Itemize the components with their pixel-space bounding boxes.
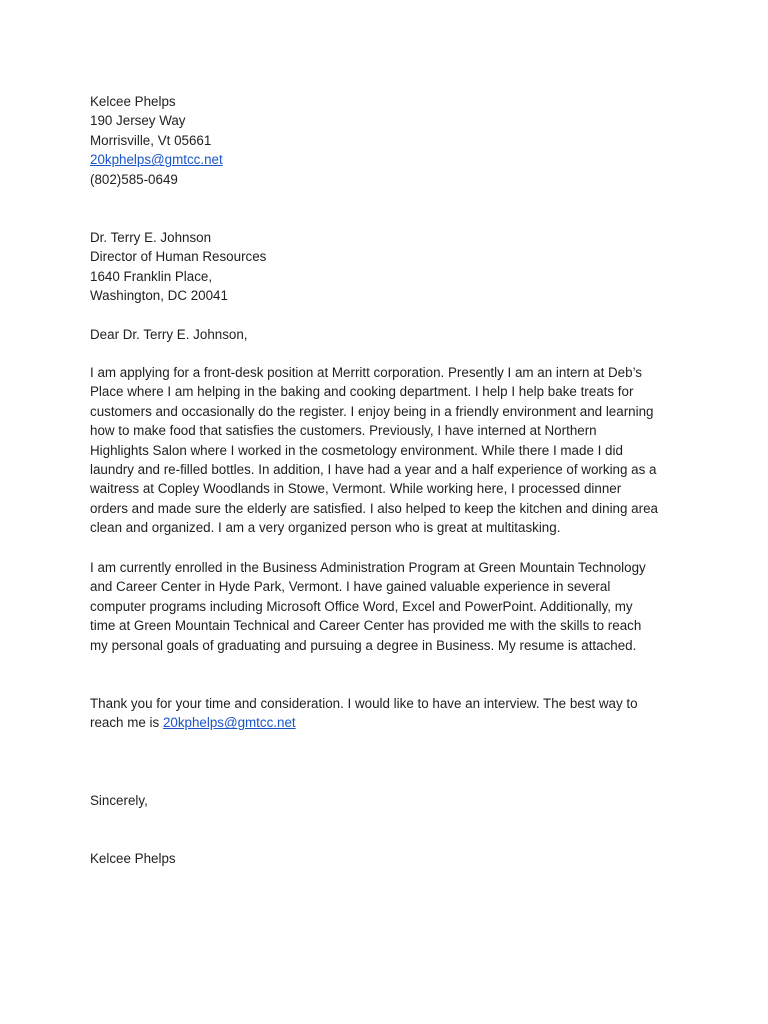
sender-email-link[interactable]: 20kphelps@gmtcc.net	[90, 152, 223, 168]
recipient-city: Washington, DC 20041	[90, 288, 228, 304]
closing	[90, 791, 690, 810]
paragraph-line: orders and made sure the elderly are satisfied. I also helped to keep the kitchen and dining area	[90, 500, 658, 516]
signature	[90, 849, 690, 868]
sender-name: Kelcee Phelps	[90, 94, 176, 109]
salutation-text: Dear Dr. Terry E. Johnson,	[90, 327, 248, 342]
paragraph-line: Highlights Salon where I worked in the cosmetology environment. While there I made I did	[90, 442, 623, 458]
paragraph-1	[90, 363, 690, 538]
paragraph-line: I am currently enrolled in the Business Administration Program at Green Mountain Technology	[90, 560, 646, 575]
paragraph-line: and Career Center in Hyde Park, Vermont. I have gained valuable experience in several	[90, 579, 611, 595]
paragraph-line: Thank you for your time and consideration. I would like to have an interview. The best way to	[90, 696, 638, 711]
paragraph-line: clean and organized. I am a very organized person who is great at multitasking.	[90, 520, 561, 536]
paragraph-line: how to make food that satisfies the customers. Previously, I have interned at Northern	[90, 423, 597, 439]
recipient-street: 1640 Franklin Place,	[90, 268, 213, 284]
recipient-address	[90, 228, 690, 306]
paragraph-2	[90, 558, 690, 655]
closing-text: Sincerely,	[90, 793, 148, 808]
recipient-name: Dr. Terry E. Johnson	[90, 230, 212, 245]
paragraph-line: customers and occasionally do the register. I enjoy being in a friendly environment and learning	[90, 403, 654, 419]
sender-address	[90, 92, 690, 189]
salutation	[90, 325, 690, 344]
paragraph-line: waitress at Copley Woodlands in Stowe, Vermont. While working here, I processed dinner	[90, 481, 622, 497]
paragraph-line: laundry and re-filled bottles. In addition, I have had a year and a half experience of working as a	[90, 462, 657, 478]
paragraph-line: time at Green Mountain Technical and Career Center has provided me with the skills to reach	[90, 618, 642, 634]
sender-street: 190 Jersey Way	[90, 113, 186, 129]
paragraph-line: Place where I am helping in the baking and cooking department. I help I help bake treats for	[90, 384, 634, 400]
signature-name: Kelcee Phelps	[90, 851, 176, 866]
paragraph-line: I am applying for a front-desk position at Merritt corporation. Presently I am an intern at Deb’s	[90, 365, 643, 380]
contact-email-link[interactable]: 20kphelps@gmtcc.net	[162, 715, 296, 731]
sender-city: Morrisville, Vt 05661	[90, 132, 212, 148]
paragraph-3	[90, 694, 690, 733]
paragraph-line-prefix: reach me is	[90, 715, 163, 731]
sender-phone: (802)585-0649	[90, 171, 178, 187]
paragraph-line: my personal goals of graduating and pursuing a degree in Business. My resume is attached.	[90, 637, 637, 653]
recipient-title: Director of Human Resources	[90, 249, 267, 265]
paragraph-line: computer programs including Microsoft Office Word, Excel and PowerPoint. Additionally, my	[90, 598, 633, 614]
